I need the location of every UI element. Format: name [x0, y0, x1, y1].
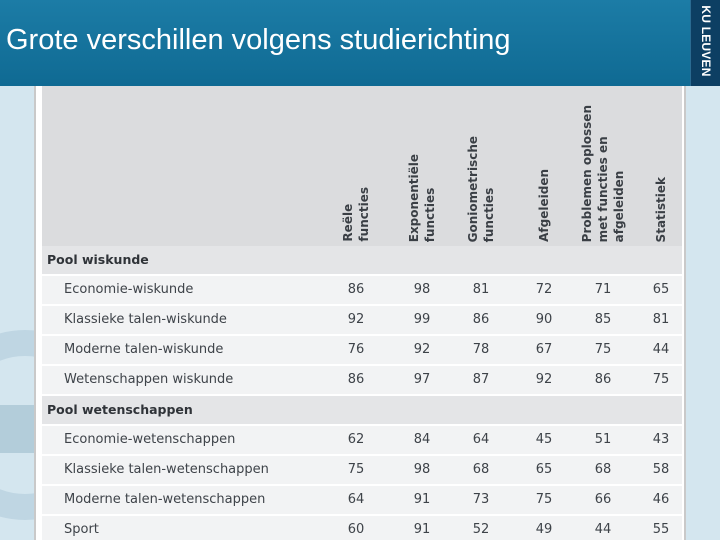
row-label: Sport [64, 522, 99, 537]
table-cell: 86 [347, 372, 365, 387]
table-cell: 65 [652, 282, 670, 297]
table-cell: 91 [413, 522, 431, 537]
table-cell: 90 [535, 312, 553, 327]
column-header: Exponentiële functies [407, 153, 437, 242]
section-label: Pool wiskunde [47, 252, 149, 267]
table-cell: 75 [652, 372, 670, 387]
row-label: Economie-wiskunde [64, 282, 194, 297]
table-cell: 92 [535, 372, 553, 387]
table-cell: 62 [347, 432, 365, 447]
section-label: Pool wetenschappen [47, 402, 193, 417]
table-cell: 68 [472, 462, 490, 477]
column-header: Afgeleiden [537, 169, 551, 242]
table-row [42, 486, 682, 516]
table-cell: 98 [413, 282, 431, 297]
table-cell: 73 [472, 492, 490, 507]
table-cell: 60 [347, 522, 365, 537]
table-cell: 72 [535, 282, 553, 297]
table-row [42, 456, 682, 486]
table-cell: 98 [413, 462, 431, 477]
table-cell: 81 [652, 312, 670, 327]
row-label: Klassieke talen-wetenschappen [64, 462, 269, 477]
column-header: Problemen oplossen met functies en afgeleiden [580, 104, 626, 242]
table-cell: 76 [347, 342, 365, 357]
row-label: Moderne talen-wiskunde [64, 342, 224, 357]
table-cell: 66 [594, 492, 612, 507]
column-header: Goniometrische functies [466, 135, 496, 242]
table-cell: 75 [594, 342, 612, 357]
table-cell: 92 [413, 342, 431, 357]
table-cell: 67 [535, 342, 553, 357]
table-row [42, 306, 682, 336]
table-cell: 55 [652, 522, 670, 537]
table-cell: 78 [472, 342, 490, 357]
table-cell: 58 [652, 462, 670, 477]
table-cell: 49 [535, 522, 553, 537]
table-cell: 86 [347, 282, 365, 297]
table-cell: 91 [413, 492, 431, 507]
table-cell: 68 [594, 462, 612, 477]
table-cell: 84 [413, 432, 431, 447]
slide-title: Grote verschillen volgens studierichting [6, 24, 511, 56]
table-row [42, 366, 682, 396]
row-label: Moderne talen-wetenschappen [64, 492, 266, 507]
table-cell: 43 [652, 432, 670, 447]
logo-text: KU LEUVEN [699, 5, 713, 77]
table-cell: 75 [347, 462, 365, 477]
table-cell: 81 [472, 282, 490, 297]
background-decoration-bar [0, 405, 36, 453]
table-cell: 99 [413, 312, 431, 327]
table-cell: 46 [652, 492, 670, 507]
table-cell: 44 [652, 342, 670, 357]
row-label: Klassieke talen-wiskunde [64, 312, 227, 327]
table-row [42, 276, 682, 306]
table-cell: 65 [535, 462, 553, 477]
table-cell: 92 [347, 312, 365, 327]
ku-leuven-logo [690, 0, 720, 86]
table-cell: 86 [594, 372, 612, 387]
scanned-table [34, 86, 686, 540]
row-label: Wetenschappen wiskunde [64, 372, 234, 387]
row-label: Economie-wetenschappen [64, 432, 236, 447]
table-cell: 87 [472, 372, 490, 387]
table-cell: 44 [594, 522, 612, 537]
table-row [42, 516, 682, 540]
table-cell: 86 [472, 312, 490, 327]
section-header [42, 396, 682, 424]
table-cell: 75 [535, 492, 553, 507]
section-header [42, 246, 682, 274]
table-row [42, 336, 682, 366]
table-cell: 85 [594, 312, 612, 327]
column-header: Statistiek [654, 176, 668, 242]
slide-header [0, 0, 720, 86]
table-cell: 51 [594, 432, 612, 447]
column-header: Reële functies [341, 187, 371, 242]
table-cell: 64 [347, 492, 365, 507]
table-cell: 71 [594, 282, 612, 297]
table-row [42, 426, 682, 456]
table-cell: 64 [472, 432, 490, 447]
table-cell: 52 [472, 522, 490, 537]
table-cell: 45 [535, 432, 553, 447]
table-cell: 97 [413, 372, 431, 387]
